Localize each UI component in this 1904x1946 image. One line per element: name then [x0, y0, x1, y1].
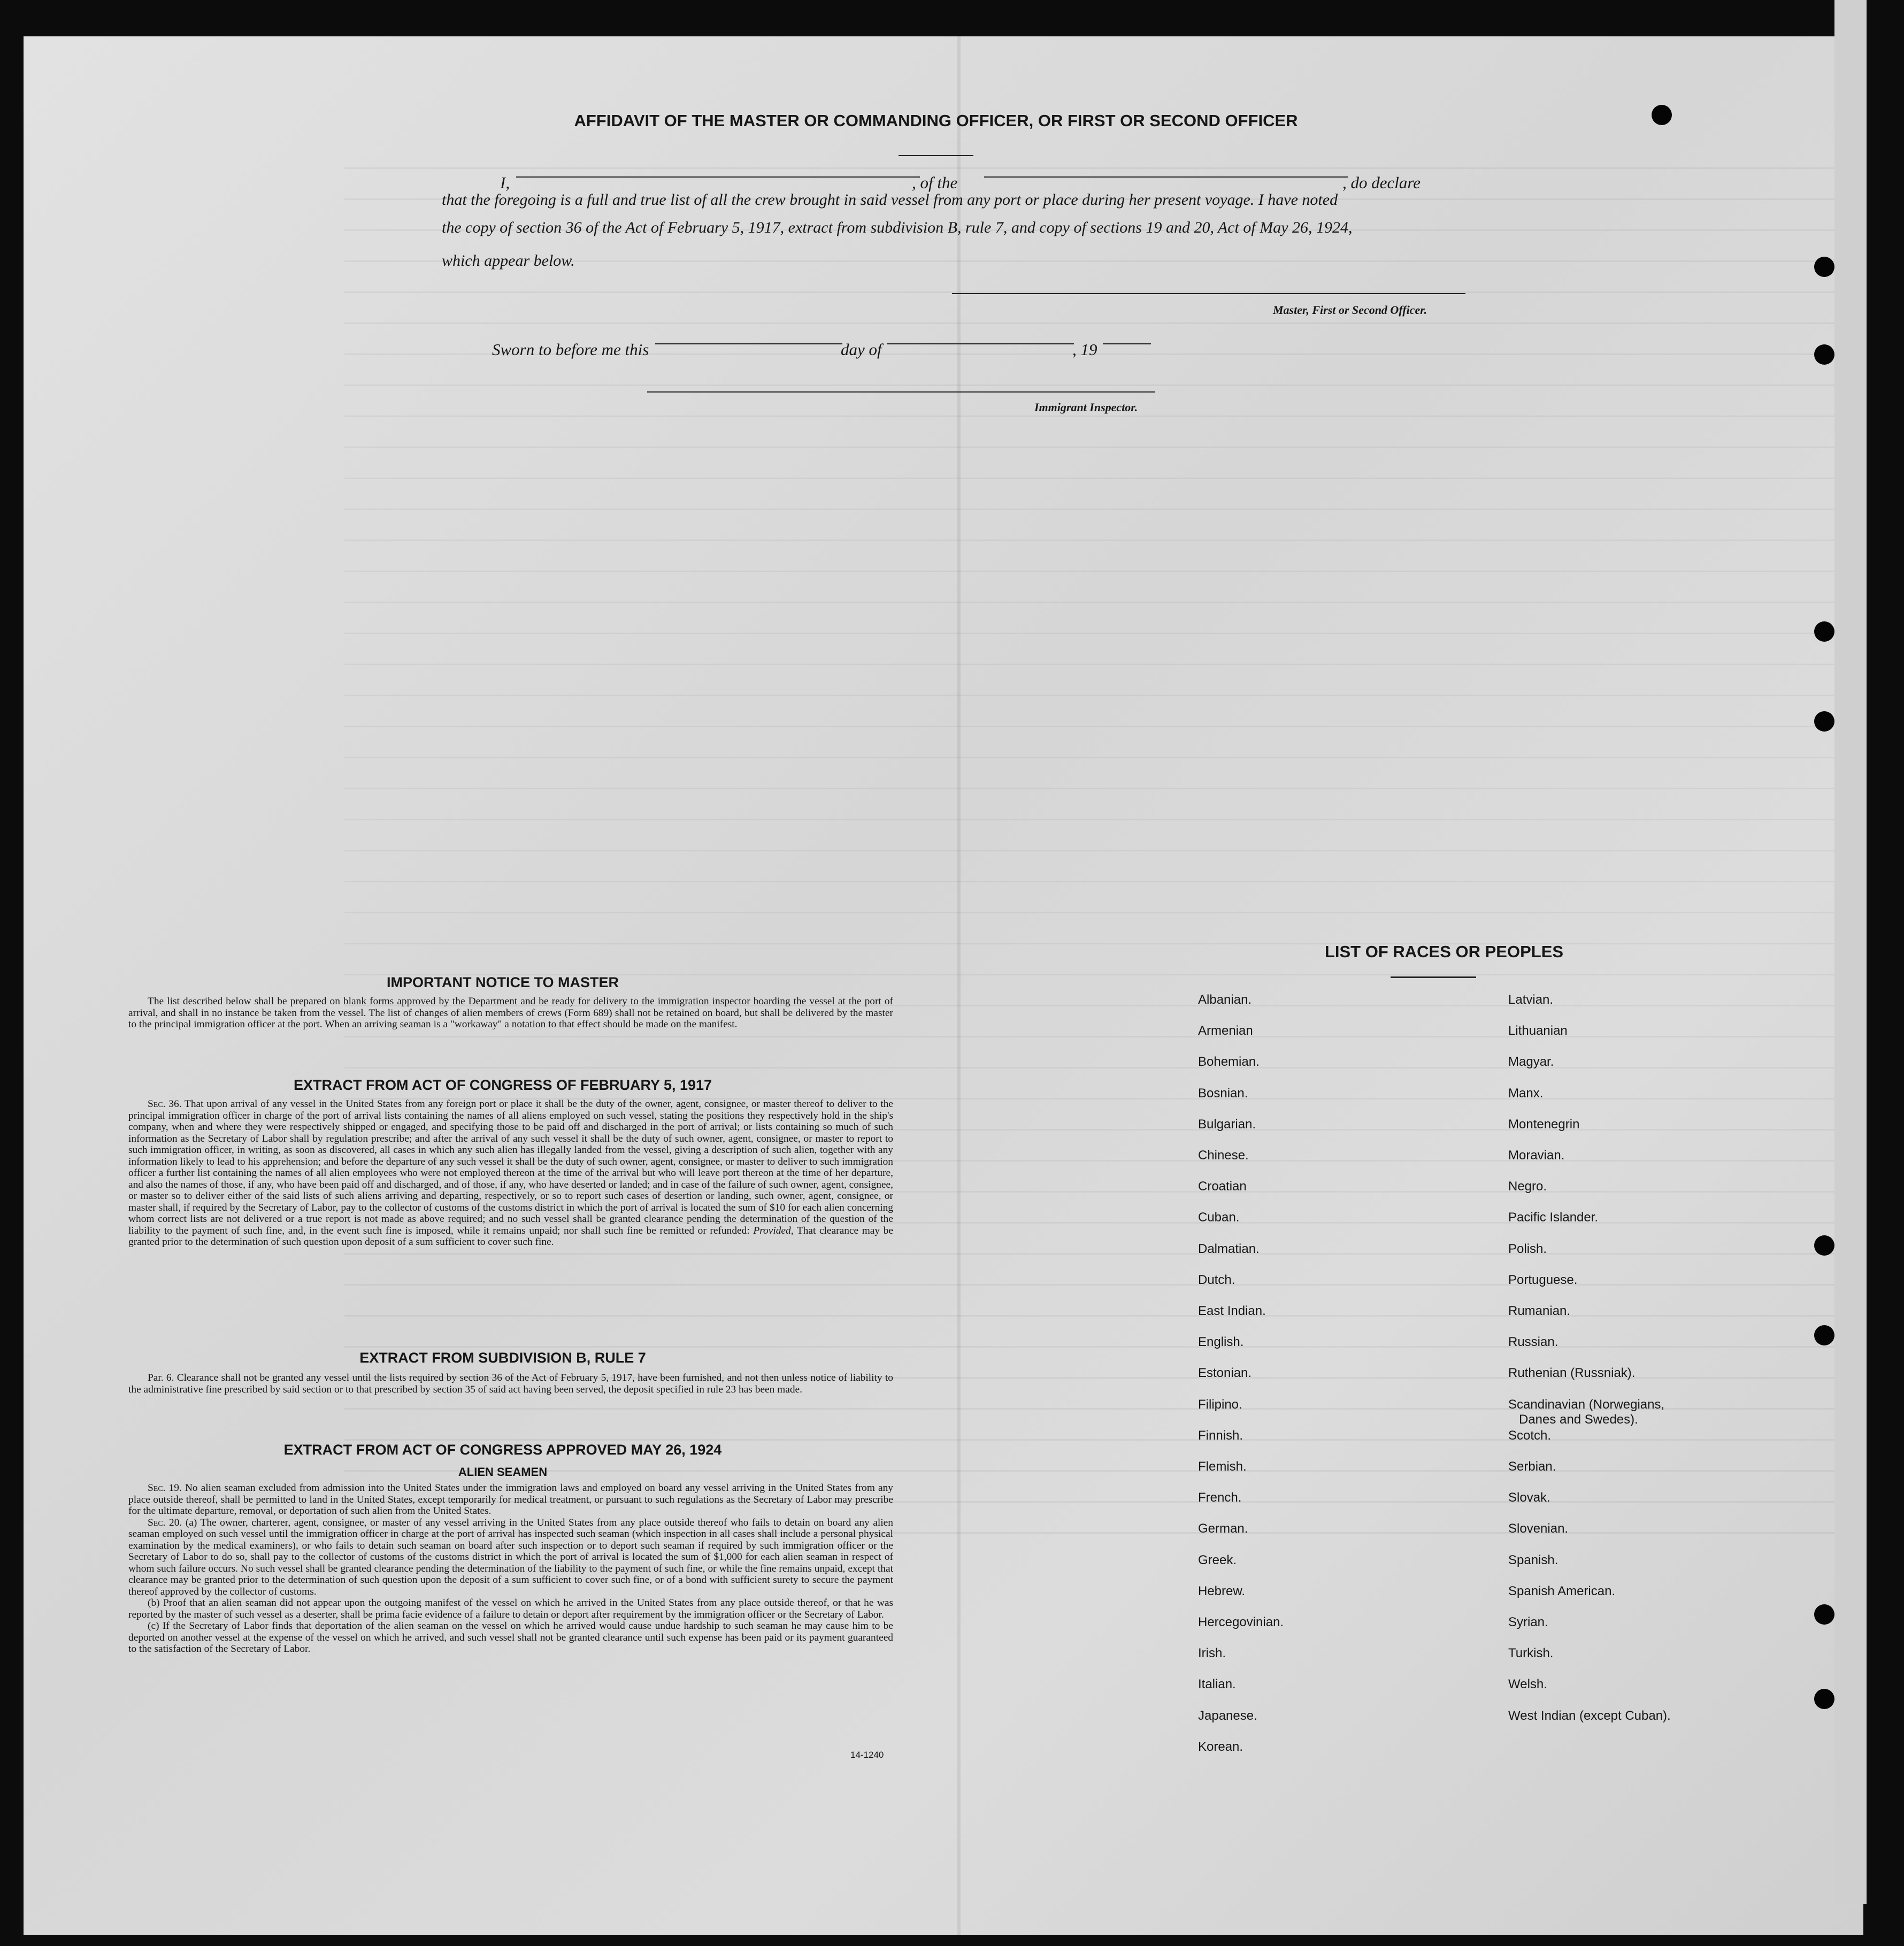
race-item: Pacific Islander.	[1508, 1210, 1599, 1225]
affidavit-text-2: the copy of section 36 of the Act of February 5, 1917, extract from subdivision B, rule 7, and copy of sections 19 and 20, Act of May 26, 1924,	[442, 219, 1353, 236]
name-field[interactable]	[516, 176, 920, 178]
form-number: 14-1240	[850, 1750, 884, 1760]
month-field[interactable]	[887, 343, 1074, 344]
alien-seamen-subtitle: ALIEN SEAMEN	[458, 1465, 548, 1479]
race-item: Slovenian.	[1508, 1521, 1569, 1536]
notice-text: The list described below shall be prepared on blank forms approved by the Department and be ready for delivery to the immigration inspector boarding the vessel at the port of arrival, and shall in no instance be taken from the vessel. The list of changes of alien members of crews (Form 689) shall not be retained on board, but shall be delivered by the master to the principal immigration officer at the port. When an arriving seaman is a "workaway" a notation to that effect should be made on the manifest.	[128, 996, 893, 1030]
affidavit-text-3: which appear below.	[442, 252, 575, 270]
race-item: German.	[1198, 1521, 1248, 1536]
race-item: Armenian	[1198, 1024, 1253, 1039]
section-20a-text: (a) The owner, charterer, agent, consignee, or master of any vessel arriving in the United States from any place outside thereof who fails to detain on board any alien seaman employed on such vessel until the immigration officer in charge at the port of arrival has inspected such seaman (which inspection in all cases shall include a personal physical examination by the medical examiners), or who fails to detain such seaman on board after such inspection or to deport such seaman if required by such immigration officer or the Secretary of Labor to do so, shall pay to the collector of customs of the customs district in which the port of arrival is located the sum of $1,000 for each alien seaman in respect of whom such failure occurs. No such vessel shall be granted clearance pending the determination of the liability to the payment of such fine, or while the fine remains unpaid, except that clearance may be granted prior to the determination of such question upon the deposit of a sum sufficient to cover such fine, or of a bond with sufficient surety to secure the payment thereof approved by the collector of customs.	[128, 1517, 893, 1597]
race-item: Japanese.	[1198, 1708, 1257, 1723]
race-item: Hebrew.	[1198, 1583, 1246, 1598]
race-item: Italian.	[1198, 1677, 1236, 1692]
race-item: Rumanian.	[1508, 1304, 1571, 1318]
section-19-label: Sec. 19.	[148, 1482, 182, 1494]
sworn-line	[492, 338, 1155, 361]
race-item: Bosnian.	[1198, 1086, 1248, 1101]
do-declare-label: , do declare	[1342, 173, 1421, 192]
binder-hole	[1814, 344, 1834, 365]
binder-hole	[1814, 1235, 1834, 1256]
race-item: Slovak.	[1508, 1490, 1550, 1505]
race-item: Lithuanian	[1508, 1024, 1568, 1039]
section-20b-text: (b) Proof that an alien seaman did not appear upon the outgoing manifest of the vessel on which he arrived in the United States from any place outside thereof, or that he was reported by the master of such vessel as a deserter, shall be prima facie evidence of a failure to detain or deport after requirement by the immigration officer or the Secretary of Labor.	[128, 1597, 893, 1620]
races-title: LIST OF RACES OR PEOPLES	[1324, 942, 1564, 961]
race-item: Turkish.	[1508, 1646, 1554, 1661]
race-item: Welsh.	[1508, 1677, 1547, 1692]
race-item: Dalmatian.	[1198, 1241, 1260, 1256]
race-item: Croatian	[1198, 1179, 1247, 1194]
of-the-label: , of the	[912, 173, 958, 192]
binder-hole	[1814, 257, 1834, 277]
binder-hole	[1814, 621, 1834, 642]
section-36-label: Sec. 36.	[148, 1098, 182, 1110]
extract-1917-body	[128, 1098, 893, 1248]
race-item: Albanian.	[1198, 993, 1252, 1007]
race-item: Chinese.	[1198, 1148, 1249, 1163]
inspector-signature-line[interactable]	[647, 391, 1155, 393]
inspector-signature-label: Immigrant Inspector.	[1034, 401, 1138, 414]
race-item: Hercegovinian.	[1198, 1615, 1284, 1629]
race-item: Finnish.	[1198, 1428, 1243, 1443]
affidavit-text-1: that the foregoing is a full and true list of all the crew brought in said vessel from any port or place during her present voyage. I have noted	[442, 191, 1338, 209]
rule7-text: Par. 6. Clearance shall not be granted any vessel until the lists required by section 36 of the Act of February 5, 1917, have been furnished, and not then unless notice of liability to the administrative fine prescribed by said section or to that prescribed by section 35 of said act having been served, the deposit specified in rule 23 has been made.	[128, 1372, 893, 1395]
section-36-text: That upon arrival of any vessel in the United States from any foreign port or place it shall be the duty of the owner, agent, consignee, or master thereof to deliver to the principal immigration officer in charge of the port of arrival lists containing the names of all aliens employed on such vessel, stating the positions they respectively hold in the ship's company, when and where they were respectively shipped or engaged, and specifying those to be paid off and discharged in the port of arrival; or lists containing so much of such information as the Secretary of Labor shall by regulation prescribe; and after the arrival of any such vessel it shall be the duty of such owner, agent, consignee, or master to report to such immigration officer, in writing, as soon as discovered, all cases in which any such alien has illegally landed from the vessel, giving a description of such alien, together with any information likely to lead to his apprehension; and before the departure of any such vessel it shall be the duty of such owner, agent, consignee, or master to deliver to such immigration officer a further list containing the names of all alien employees who were not employed thereon at the time of the arrival but who will leave port thereon at the time of her departure, and also the names of those, if any, who have been paid off and discharged, and of those, if any, who have deserted or landed; and in case of the failure of such owner, agent, consignee, or master so to deliver either of the said lists of such aliens arriving and departing, respectively, or so to report such cases of desertion or landing, such owner, agent, consignee, or master shall, if required by the Secretary of Labor, pay to the collector of customs of the customs district in which the port of arrival is located the sum of $10 for each alien concerning whom correct lists are not delivered or a true report is not made as above required; and no such vessel shall be granted clearance pending the determination of the question of the liability to the payment of such fine, and, in the event such fine is imposed, while it remains unpaid; nor shall such fine be remitted or refunded:	[128, 1098, 894, 1236]
race-item: Montenegrin	[1508, 1117, 1580, 1132]
race-item: Korean.	[1198, 1739, 1243, 1754]
section-36-end: That clearance may be granted prior to the determination of such question upon deposit of a sum sufficient to cover such fine.	[128, 1225, 893, 1248]
race-item: East Indian.	[1198, 1304, 1266, 1318]
provided-word: Provided,	[753, 1225, 794, 1236]
race-item: Negro.	[1508, 1179, 1547, 1194]
race-item: Bulgarian.	[1198, 1117, 1256, 1132]
race-item: Dutch.	[1198, 1272, 1235, 1287]
race-item: Scotch.	[1508, 1428, 1552, 1443]
day-field[interactable]	[655, 343, 842, 344]
race-item: Magyar.	[1508, 1055, 1554, 1070]
section-20-label: Sec. 20.	[148, 1517, 182, 1528]
master-signature-line[interactable]	[952, 293, 1465, 294]
race-item: Cuban.	[1198, 1210, 1240, 1225]
binder-hole	[1652, 105, 1672, 125]
section-20c-text: (c) If the Secretary of Labor finds that deportation of the alien seaman on the vessel on which he arrived would cause undue hardship to such seaman he may cause him to be deported on another vessel at the expense of the vessel on which he arrived, and such vessel shall not be granted clearance until such expense has been paid or its payment guaranteed to the satisfaction of the Secretary of Labor.	[128, 1620, 893, 1655]
race-item: English.	[1198, 1335, 1244, 1350]
rule7-title: EXTRACT FROM SUBDIVISION B, RULE 7	[359, 1350, 646, 1366]
races-title-rule	[1391, 976, 1476, 978]
race-item: Spanish.	[1508, 1552, 1558, 1567]
notice-body	[128, 996, 893, 1030]
race-item: Scandinavian (Norwegians,	[1508, 1397, 1665, 1412]
race-item: Ruthenian (Russniak).	[1508, 1366, 1636, 1381]
race-item: Latvian.	[1508, 993, 1554, 1007]
extract-1924-body	[128, 1482, 893, 1655]
race-item: Danes and Swedes).	[1519, 1412, 1638, 1427]
i-label: I,	[500, 173, 510, 192]
race-item: Manx.	[1508, 1086, 1544, 1101]
notice-title: IMPORTANT NOTICE TO MASTER	[387, 974, 619, 990]
master-signature-label: Master, First or Second Officer.	[1273, 303, 1427, 317]
extract-1917-title: EXTRACT FROM ACT OF CONGRESS OF FEBRUARY 5, 1917	[293, 1077, 712, 1093]
section-19-text: No alien seaman excluded from admission into the United States under the immigration laws and employed on board any vessel arriving in the United States from any place outside thereof, shall be permitted to land in the United States, except temporarily for medical treatment, or pursuant to such regulations as the Secretary of Labor may prescribe for the ultimate departure, removal, or deportation of such alien from the United States.	[128, 1482, 893, 1517]
year-prefix-label: , 19	[1072, 340, 1097, 359]
title-rule	[899, 155, 973, 156]
year-field[interactable]	[1103, 343, 1151, 344]
rule7-body	[128, 1372, 893, 1395]
race-item: Portuguese.	[1508, 1272, 1578, 1287]
extract-1924-title: EXTRACT FROM ACT OF CONGRESS APPROVED MAY 26, 1924	[283, 1442, 722, 1458]
race-item: Syrian.	[1508, 1615, 1548, 1629]
race-item: Filipino.	[1198, 1397, 1242, 1412]
day-of-label: day of	[841, 340, 882, 359]
page-fold	[957, 36, 961, 1935]
race-item: Flemish.	[1198, 1459, 1247, 1474]
race-item: Spanish American.	[1508, 1583, 1616, 1598]
race-item: Polish.	[1508, 1241, 1547, 1256]
binder-hole	[1814, 1689, 1834, 1709]
race-item: Bohemian.	[1198, 1055, 1260, 1070]
race-item: Greek.	[1198, 1552, 1237, 1567]
binder-hole	[1814, 1604, 1834, 1625]
affidavit-title: AFFIDAVIT OF THE MASTER OR COMMANDING OFFICER, OR FIRST OR SECOND OFFICER	[574, 111, 1298, 130]
race-item: Russian.	[1508, 1335, 1558, 1350]
binder-hole	[1814, 711, 1834, 732]
race-item: Serbian.	[1508, 1459, 1556, 1474]
race-item: West Indian (except Cuban).	[1508, 1708, 1671, 1723]
sworn-label: Sworn to before me this	[492, 340, 649, 359]
race-item: Irish.	[1198, 1646, 1226, 1661]
binder-hole	[1814, 1325, 1834, 1345]
race-item: Estonian.	[1198, 1366, 1252, 1381]
race-item: Moravian.	[1508, 1148, 1565, 1163]
vessel-field[interactable]	[984, 176, 1348, 178]
race-item: French.	[1198, 1490, 1242, 1505]
page-edge	[1834, 0, 1867, 1904]
